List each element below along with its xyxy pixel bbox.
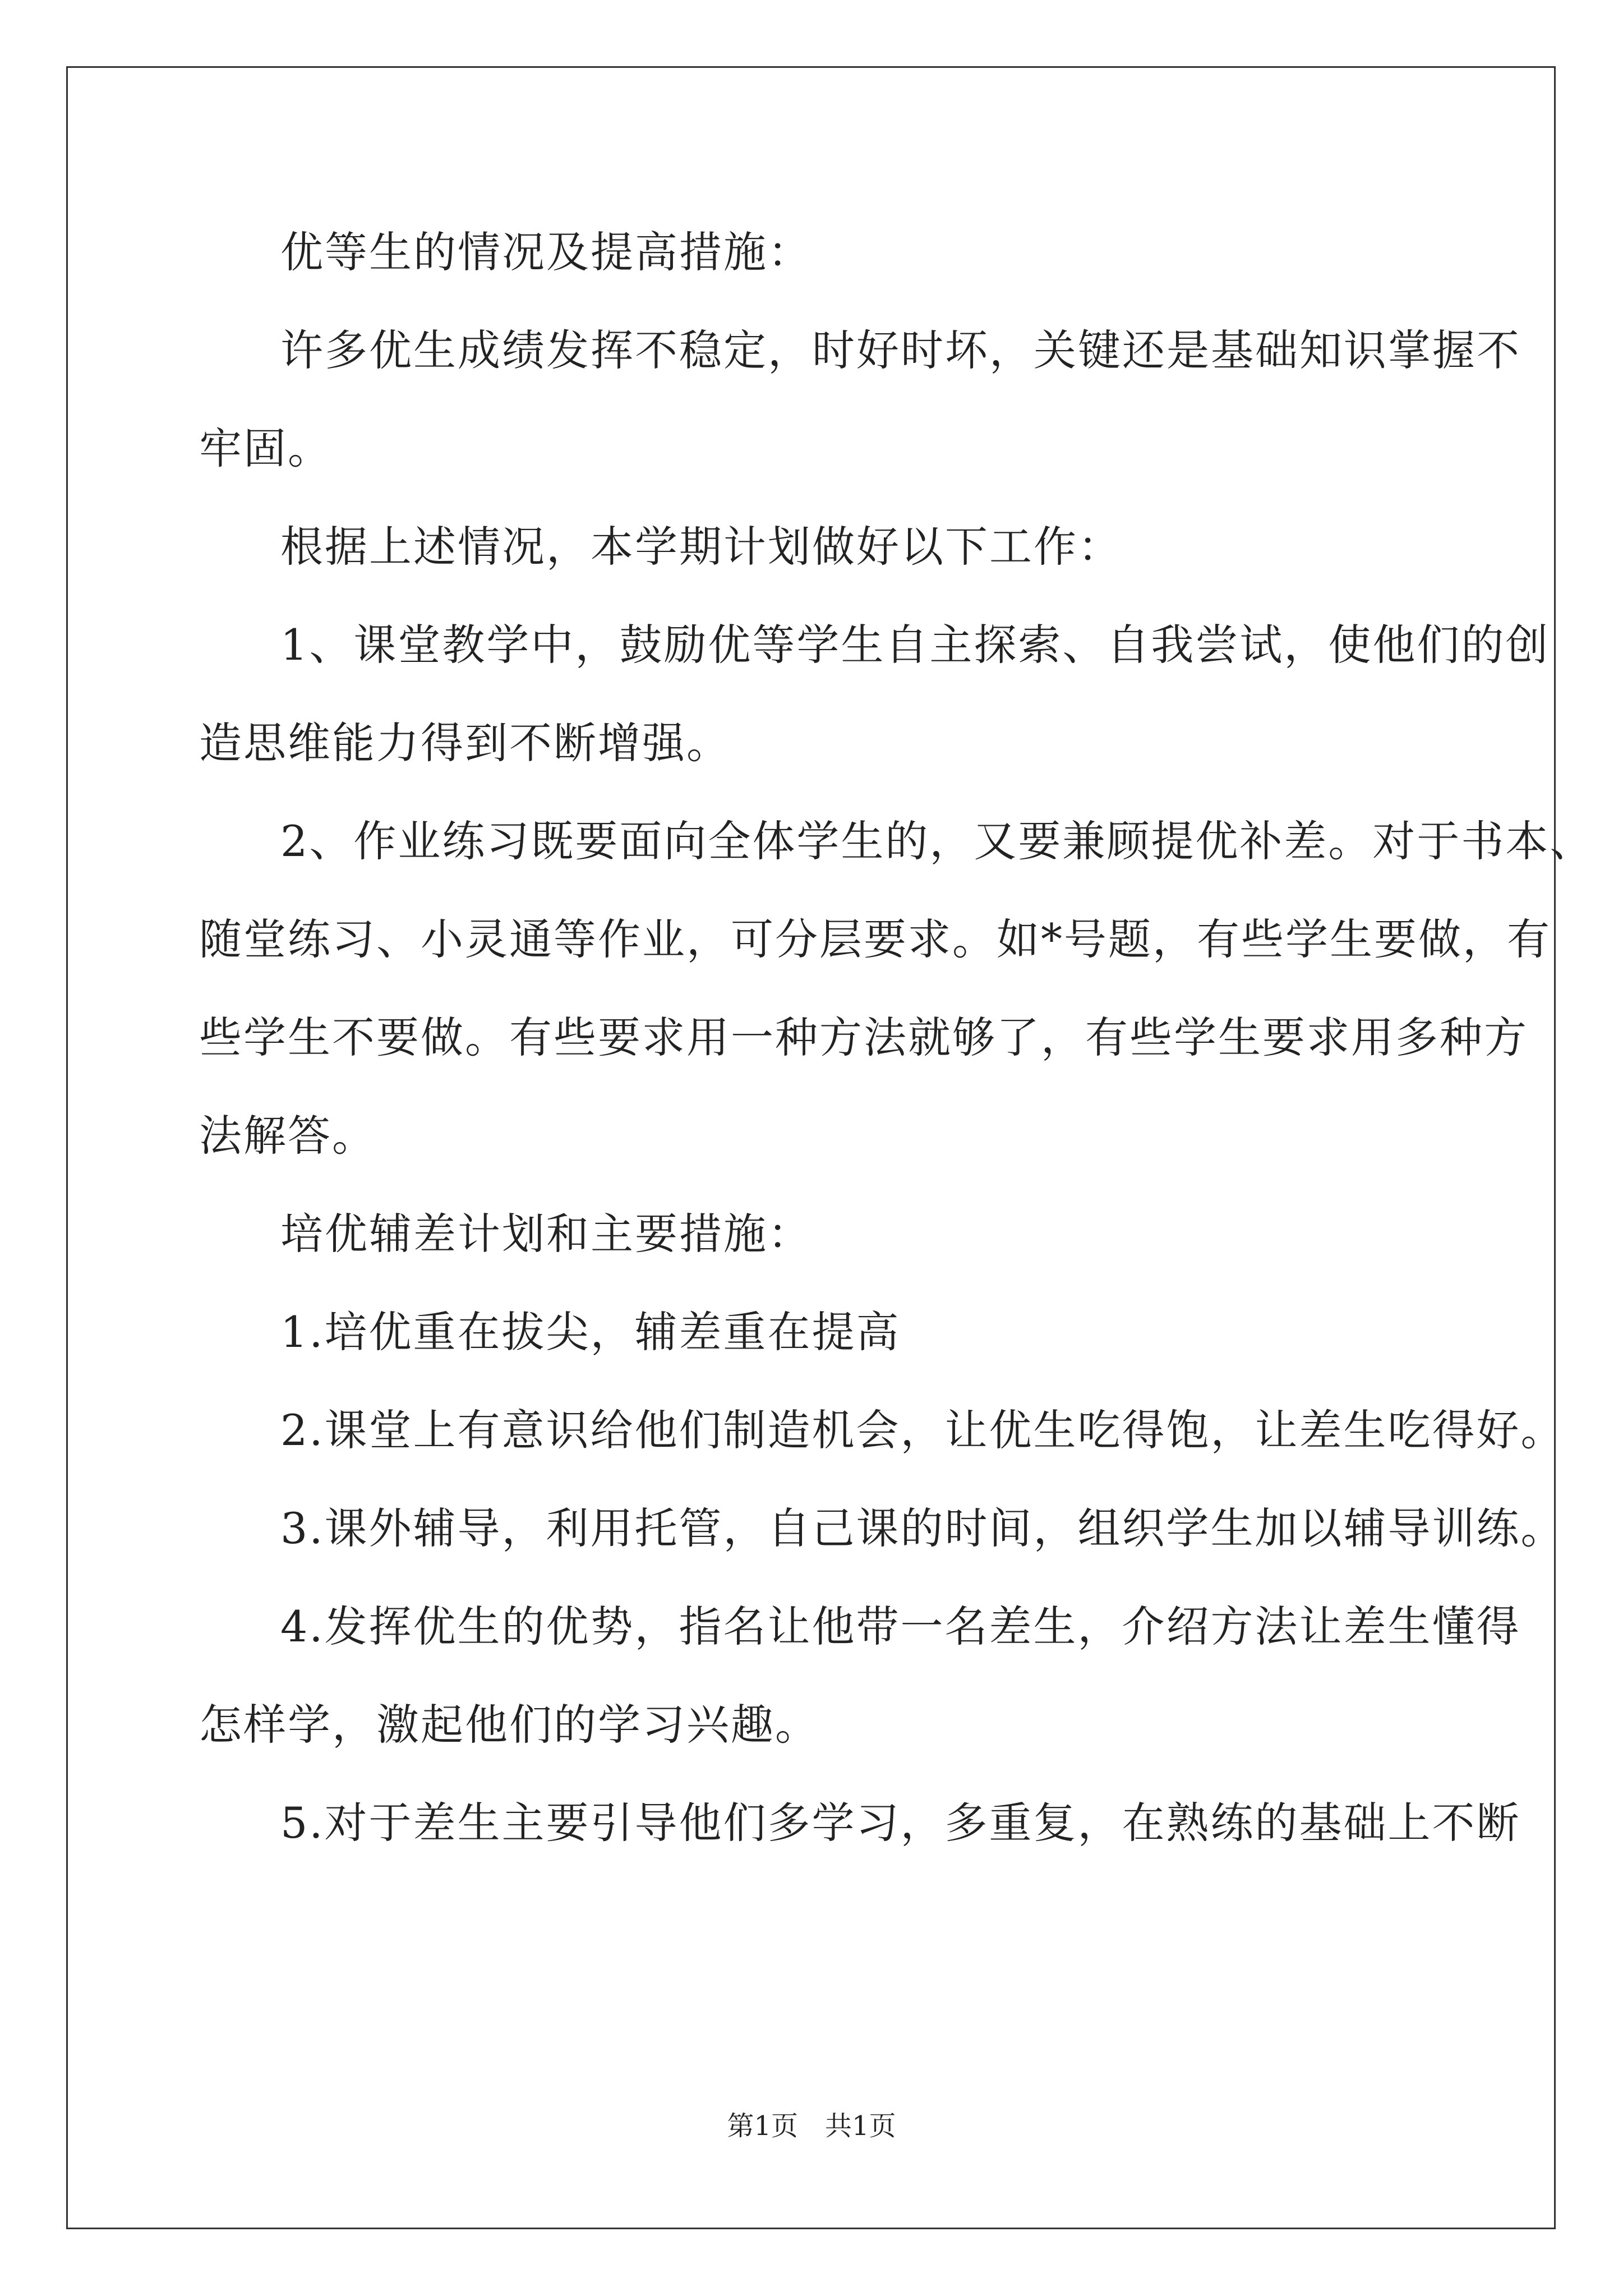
paragraph-line: 2、作业练习既要面向全体学生的，又要兼顾提优补差。对于书本、 bbox=[280, 816, 1594, 866]
paragraph-line: 根据上述情况，本学期计划做好以下工作： bbox=[280, 522, 1122, 572]
paragraph-line: 许多优生成绩发挥不稳定，时好时坏，关键还是基础知识掌握不 bbox=[280, 325, 1521, 375]
page-number-footer: 第1页 共1页 bbox=[727, 2110, 896, 2142]
paragraph-heading-top-students: 优等生的情况及提高措施： bbox=[280, 227, 812, 277]
list-item: 2.课堂上有意识给他们制造机会，让优生吃得饱，让差生吃得好。 bbox=[280, 1405, 1565, 1455]
list-item-continuation: 怎样学，激起他们的学习兴趣。 bbox=[199, 1700, 819, 1750]
list-item: 5.对于差生主要引导他们多学习，多重复，在熟练的基础上不断 bbox=[280, 1798, 1521, 1848]
paragraph-heading-plan: 培优辅差计划和主要措施： bbox=[280, 1209, 812, 1259]
paragraph-line: 1、课堂教学中，鼓励优等学生自主探索、自我尝试，使他们的创 bbox=[280, 620, 1550, 670]
paragraph-line: 随堂练习、小灵通等作业，可分层要求。如*号题，有些学生要做，有 bbox=[199, 914, 1551, 964]
list-item: 3.课外辅导，利用托管，自己课的时间，组织学生加以辅导训练。 bbox=[280, 1503, 1565, 1553]
list-item: 4.发挥优生的优势，指名让他带一名差生，介绍方法让差生懂得 bbox=[280, 1602, 1521, 1651]
paragraph-line: 些学生不要做。有些要求用一种方法就够了，有些学生要求用多种方 bbox=[199, 1013, 1528, 1062]
paragraph-line: 造思维能力得到不断增强。 bbox=[199, 718, 731, 768]
paragraph-line: 法解答。 bbox=[199, 1111, 376, 1161]
list-item: 1.培优重在拔尖，辅差重在提高 bbox=[280, 1307, 901, 1357]
paragraph-line: 牢固。 bbox=[199, 424, 332, 473]
